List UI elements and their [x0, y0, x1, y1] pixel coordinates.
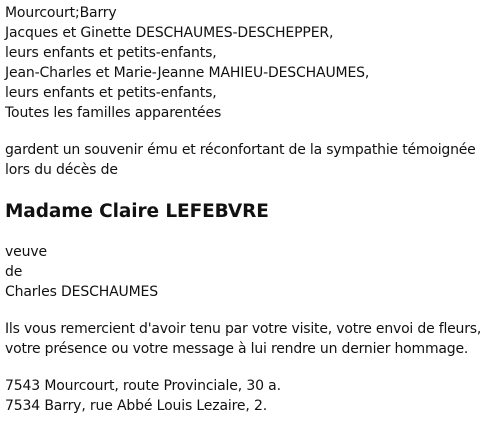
family-list	[5, 23, 495, 123]
address-line: 7534 Barry, rue Abbé Louis Lezaire, 2.	[5, 398, 268, 414]
spacer	[5, 359, 495, 376]
spacer	[5, 225, 495, 242]
relation-line: veuve	[5, 244, 47, 260]
family-line: leurs enfants et petits-enfants,	[5, 45, 217, 61]
intro-line: lors du décès de	[5, 162, 118, 178]
spacer	[5, 302, 495, 319]
intro-text	[5, 140, 495, 180]
spacer	[5, 123, 495, 140]
thanks-line: votre présence ou votre message à lui rendre un dernier hommage.	[5, 341, 469, 357]
family-line: Toutes les familles apparentées	[5, 105, 222, 121]
family-line: Jacques et Ginette DESCHAUMES-DESCHEPPER,	[5, 25, 334, 41]
family-line: Jean-Charles et Marie-Jeanne MAHIEU-DESCHAUMES,	[5, 65, 370, 81]
family-line: leurs enfants et petits-enfants,	[5, 85, 217, 101]
relation-line: de	[5, 264, 23, 280]
address-line: 7543 Mourcourt, route Provinciale, 30 a.	[5, 378, 281, 394]
thanks-line: Ils vous remercient d'avoir tenu par votre visite, votre envoi de fleurs,	[5, 321, 482, 337]
relation-line: Charles DESCHAUMES	[5, 284, 158, 300]
addresses	[5, 376, 495, 416]
obituary-notice	[5, 3, 495, 416]
relation-text	[5, 242, 495, 302]
spacer	[5, 180, 495, 199]
deceased-name: Madame Claire LEFEBVRE	[5, 201, 269, 222]
intro-line: gardent un souvenir ému et réconfortant de la sympathie témoignée	[5, 142, 476, 158]
thanks-text	[5, 319, 495, 359]
locations-header: Mourcourt;Barry	[5, 5, 117, 21]
